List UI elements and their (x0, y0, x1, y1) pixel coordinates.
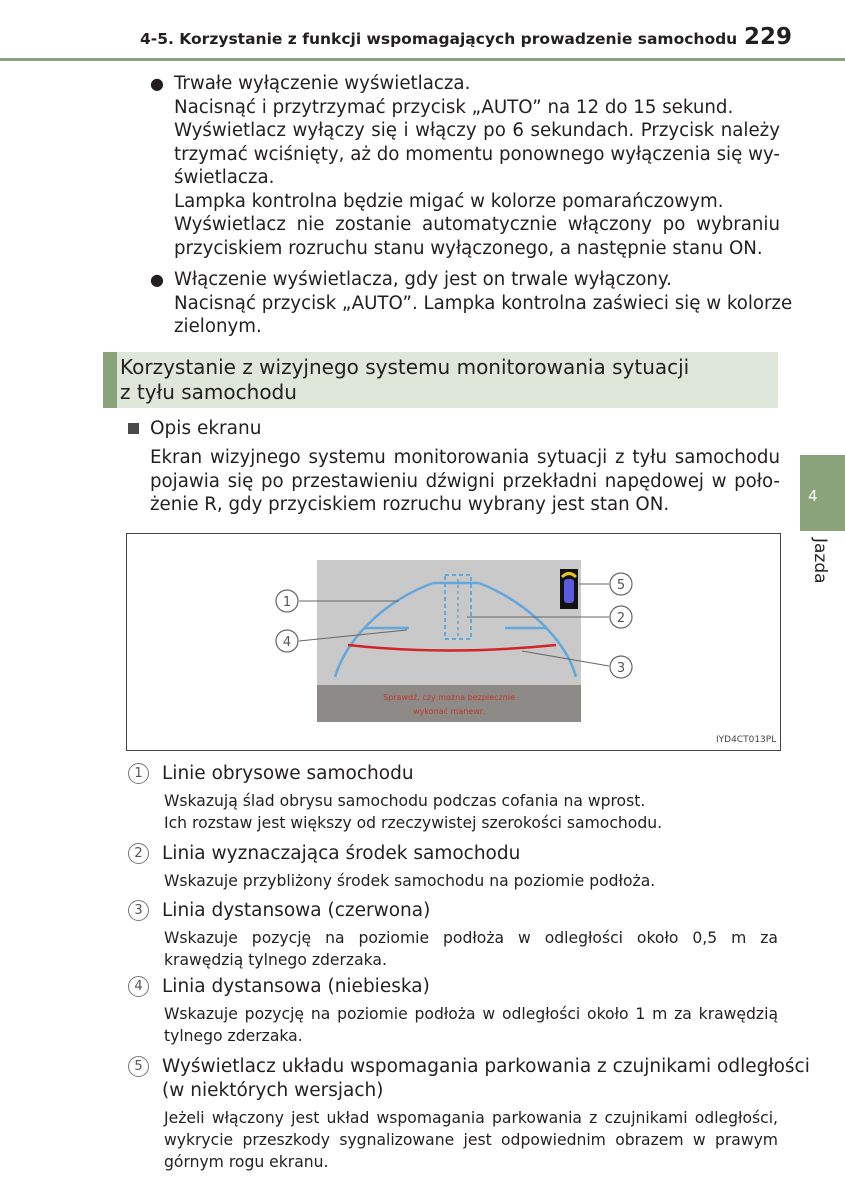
legend-description-line: Jeżeli włączony jest układ wspomagania parkowania z czujnikami odległości, (164, 1109, 778, 1127)
section-heading-bar (103, 352, 117, 408)
legend-description-line: górnym rogu ekranu. (164, 1153, 329, 1171)
legend-description-line: Wskazuje pozycję na poziomie podłoża w odległości około 0,5 m za (164, 929, 778, 947)
legend-number: 1 (128, 763, 149, 784)
screen-warning-line: wykonać manewr. (413, 707, 485, 716)
legend-description-line: Wskazują ślad obrysu samochodu podczas cofania na wprost. (164, 792, 646, 810)
legend-description-line: Ich rozstaw jest większy od rzeczywistej szerokości samochodu. (164, 814, 663, 832)
description-line: żenie R, gdy przyciskiem rozruchu wybrany jest stan ON. (150, 494, 670, 515)
legend-item (128, 1055, 810, 1173)
legend-item (128, 899, 788, 971)
legend-title-continued: (w niektórych wersjach) (162, 1080, 384, 1101)
legend-item (128, 842, 788, 892)
legend-number: 5 (128, 1056, 149, 1077)
section-title-line: Korzystanie z wizyjnego systemu monitorowania sytuacji (120, 355, 690, 379)
screen-bottom-band (317, 685, 581, 722)
legend-title: Linie obrysowe samochodu (162, 763, 414, 784)
subsection-description (150, 446, 780, 517)
legend-number: 3 (128, 900, 149, 921)
square-bullet-icon (128, 423, 139, 434)
legend-description (164, 790, 778, 834)
parking-sensor-car-icon (564, 579, 574, 603)
section-title-line: z tyłu samochodu (120, 380, 297, 404)
legend-description-line: Wskazuje przybliżony środek samochodu na poziomie podłoża. (164, 872, 656, 890)
legend-description (164, 870, 778, 892)
legend-description-line: krawędzią tylnego zderzaka. (164, 951, 387, 969)
bullet-line: Lampka kontrolna będzie migać w kolorze pomarańczowym. (174, 190, 724, 212)
callout-number: 5 (616, 578, 626, 593)
bullet-line: Nacisnąć przycisk „AUTO”. Lampka kontrolna zaświeci się w kolorze (174, 292, 793, 314)
bullet-line: Wyświetlacz nie zostanie automatycznie włączony po wybraniu (174, 214, 780, 235)
description-line: pojawia się po przestawieniu dźwigni przekładni napędowej w poło- (150, 470, 780, 492)
bullet-item (150, 268, 793, 339)
callout-number: 4 (282, 635, 292, 650)
legend-description (164, 1107, 778, 1173)
header-rule (0, 58, 845, 61)
chapter-label: Jazda (810, 538, 830, 584)
legend-title: Linia wyznaczająca środek samochodu (162, 843, 521, 864)
bullet-line: Trwałe wyłączenie wyświetlacza. (174, 73, 471, 94)
bullet-icon: ● (150, 270, 164, 289)
page-number: 229 (744, 24, 793, 50)
screen-warning-line: Sprawdź, czy można bezpiecznie (383, 693, 515, 702)
legend-item (128, 975, 788, 1047)
bullet-line: świetlacza. (174, 167, 275, 188)
callout-number: 3 (616, 661, 626, 676)
figure-code: IYD4CT013PL (716, 735, 777, 745)
rear-camera-figure (126, 533, 781, 751)
legend-title: Linia dystansowa (czerwona) (162, 900, 431, 921)
subsection-label: Opis ekranu (150, 418, 262, 439)
legend-title: Linia dystansowa (niebieska) (162, 976, 430, 997)
legend-description (164, 927, 778, 971)
bullet-line: przyciskiem rozruchu stanu wyłączonego, a następnie stanu ON. (174, 237, 763, 259)
callout-number: 1 (282, 595, 292, 610)
chapter-tab (800, 455, 845, 531)
legend-description (164, 1003, 778, 1047)
chapter-number: 4 (808, 487, 818, 505)
legend-item (128, 762, 788, 834)
section-title (120, 355, 689, 405)
bullet-line: trzymać wciśnięty, aż do momentu ponownego wyłączenia się wy- (174, 143, 780, 165)
legend-description-line: Wskazuje pozycję na poziomie podłoża w odległości około 1 m za krawędzią (164, 1005, 778, 1023)
rear-camera-illustration (127, 534, 780, 750)
bullet-line: zielonym. (174, 316, 262, 337)
callout-number: 2 (616, 611, 626, 626)
bullet-line: Wyświetlacz wyłączy się i włączy po 6 sekundach. Przycisk należy (174, 120, 780, 141)
legend-title: Wyświetlacz układu wspomagania parkowania z czujnikami odległości (162, 1056, 810, 1077)
bullet-item (150, 72, 780, 260)
legend-number: 2 (128, 843, 149, 864)
running-header: 4-5. Korzystanie z funkcji wspomagających prowadzenie samochodu (140, 30, 738, 48)
legend-number: 4 (128, 976, 149, 997)
description-line: Ekran wizyjnego systemu monitorowania sytuacji z tyłu samochodu (150, 447, 780, 468)
bullet-line: Nacisnąć i przytrzymać przycisk „AUTO” na 12 do 15 sekund. (174, 96, 734, 118)
bullet-line: Włączenie wyświetlacza, gdy jest on trwale wyłączony. (174, 269, 672, 290)
bullet-icon: ● (150, 74, 164, 93)
legend-description-line: wykrycie przeszkody sygnalizowane jest odpowiednim obrazem w prawym (164, 1131, 778, 1149)
legend-description-line: tylnego zderzaka. (164, 1027, 303, 1045)
